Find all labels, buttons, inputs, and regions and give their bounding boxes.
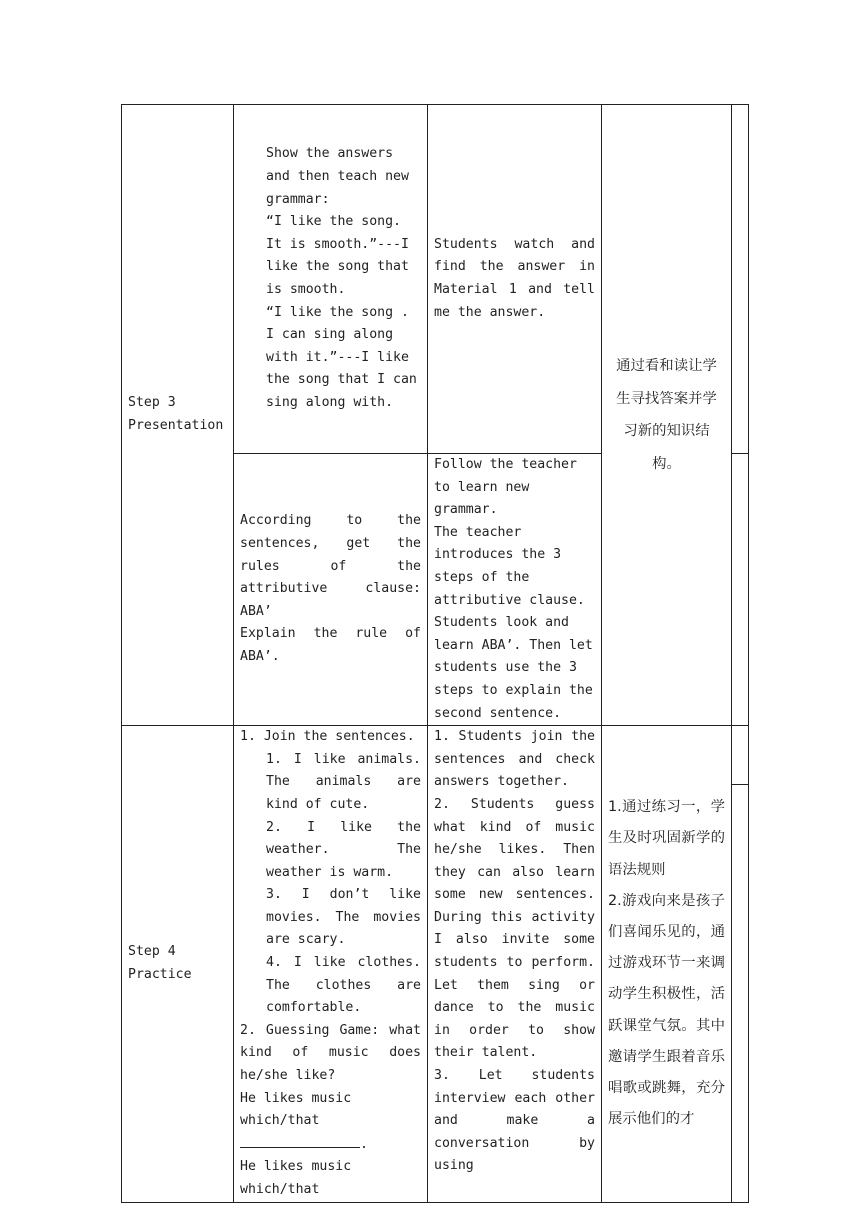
student-text: 1. Students join the sentences and check answers together. 2. Students guess what kind of music he/she likes. Then they can also learn some new sentences. During this activity I also invite some students to perform. Let them sing or dance to the music in order to show their talent. 3. Let students interview each other and make a conversation by using xyxy=(434,729,595,1174)
step4-label-cell xyxy=(122,726,234,1202)
step3-label: Step 3 Presentation xyxy=(128,395,224,434)
step3-purpose: 通过看和读让学生寻找答案并学习新的知识结构。 xyxy=(616,358,717,472)
step4-teacher-activity xyxy=(234,726,428,1202)
step3-student-activity-2 xyxy=(428,454,602,726)
teacher-text xyxy=(234,726,427,1201)
extra-cell xyxy=(732,726,749,785)
step3-purpose-cell xyxy=(602,105,732,726)
exercise-2-title: 2. Guessing Game: what kind of music does he/she like? xyxy=(240,1022,421,1084)
teacher-text: According to the sentences, get the rules of the attributive clause: ABA’ Explain the rule of ABA’. xyxy=(240,513,421,665)
lesson-plan-table xyxy=(121,104,749,1203)
step4-purpose: 1.通过练习一，学生及时巩固新学的语法规则 2.游戏向来是孩子们喜闻乐见的，通过游戏环节一来调动学生积极性，活跃课堂气氛。其中邀请学生跟着音乐唱歌或跳舞，充分展示他们的才 xyxy=(608,799,725,1128)
exercise-item: 3. I don’t like movies. The movies are scary. xyxy=(266,887,421,948)
extra-cell xyxy=(732,454,749,726)
step4-label: Step 4 Practice xyxy=(128,944,192,982)
exercise-item: 1. I like animals. The animals are kind of cute. xyxy=(266,751,421,812)
extra-cell xyxy=(732,105,749,454)
step4-student-activity xyxy=(428,726,602,1202)
step3-teacher-activity-1 xyxy=(234,105,428,454)
student-text: Follow the teacher to learn new grammar. The teacher introduces the 3 steps of the attributive clause. Students look and learn ABA’. Then let students use the 3 steps to explain the second sentence. xyxy=(434,457,593,721)
exercise-1-title: 1. Join the sentences. xyxy=(240,729,415,745)
sentence-frame: He likes music which/that xyxy=(240,1159,352,1197)
step3-student-activity-1 xyxy=(428,105,602,454)
step3-teacher-activity-2 xyxy=(234,454,428,726)
exercise-item: 2. I like the weather. The weather is warm. xyxy=(266,819,421,880)
answer-blank xyxy=(240,1133,360,1148)
student-text: Students watch and find the answer in Material 1 and tell me the answer. xyxy=(434,236,595,320)
sentence-frame: He likes music which/that xyxy=(240,1090,352,1129)
teacher-text: Show the answers and then teach new grammar: “I like the song. It is smooth.”---I like the song that is smooth. “I like the song . I can sing along with it.”---I like the song that I can sing along with. xyxy=(266,146,417,410)
sentence-line: He likes music which/that . xyxy=(240,1090,368,1152)
exercise-item: 4. I like clothes. The clothes are comfortable. xyxy=(266,955,421,1016)
step4-purpose-cell xyxy=(602,726,732,1202)
extra-cell xyxy=(732,784,749,1202)
step3-label-cell xyxy=(122,105,234,726)
